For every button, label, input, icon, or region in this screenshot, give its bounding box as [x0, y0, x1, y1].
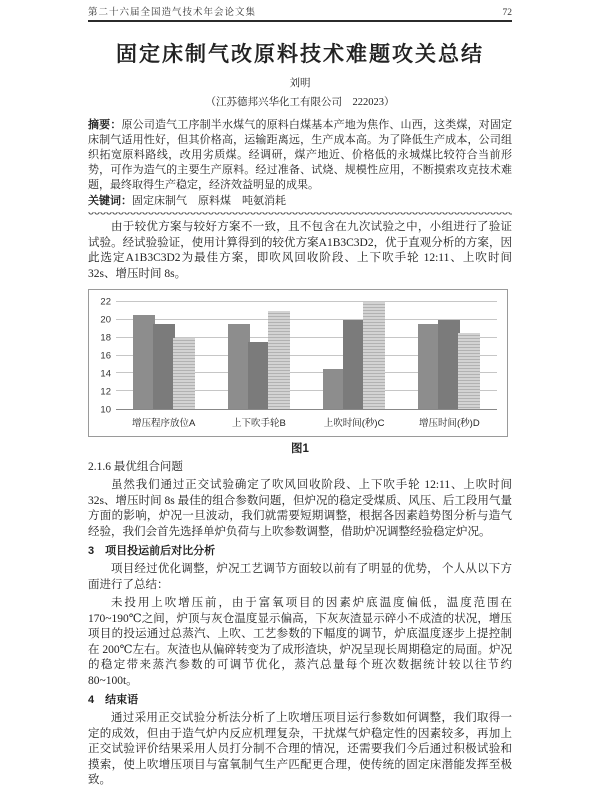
page-header — [88, 0, 512, 18]
abstract-text: 原公司造气工序制半水煤气的原料白煤基本产地为焦作、山西，这类煤，对固定床制气适用性好，但其价格高，运输距离远，生产成本高。为了降低生产成本，公司组织拓宽原料路线，改用劣质煤。经调研，煤产地近、价格低的永城煤比较符合当前形势，可作为造气的主要生产原料。经过准备、试烧、规模性应用，不断摸索攻克技术难题，最终取得生产稳定，经济效益明显的成果。 — [88, 119, 513, 191]
bar-group-2 — [211, 302, 306, 409]
bar-group1-bar-2 — [153, 324, 175, 409]
section-3-paragraph-2: 未投用上吹增压前，由于富氧项目的因素炉底温度偏低，温度范围在 170~190℃之间，炉顶与灰仓温度显示偏高，下灰灰渣显示碎小不成渣的状况，增压项目的投运通过总蒸汽、上吹、工艺参数的下幅度的调节，炉底温度逐步上提控制在 200℃左右。灰渣也从偏碎转变为了成形渣块，炉况呈现长周期稳定的局面。炉况的稳定带来蒸汽参数的可调节优化，蒸汽总量每个班次数据统计较以往节约 80~100t。 — [88, 597, 512, 687]
bar-group1-bar-3 — [173, 338, 195, 409]
bar-group1-bar-1 — [133, 315, 155, 409]
y-tick-label-18: 18 — [100, 332, 111, 344]
bar-group3-bar-3 — [363, 302, 385, 409]
chart-x-labels — [116, 415, 497, 433]
y-tick-label-12: 12 — [100, 386, 111, 398]
section-heading-4: 4 结束语 — [88, 694, 139, 706]
bar-group2-bar-3 — [268, 311, 290, 409]
x-tick-label-3: 上吹时间(秒)C — [323, 418, 385, 429]
bar-group-1 — [116, 302, 211, 409]
page-content — [88, 0, 512, 789]
paper-title: 固定床制气改原料技术难题攻关总结 — [116, 42, 484, 66]
abstract-label: 摘要： — [88, 119, 122, 131]
bar-group3-bar-2 — [343, 320, 365, 409]
keywords-line — [88, 194, 512, 209]
y-tick-label-22: 22 — [100, 296, 111, 308]
bar-group4-bar-2 — [438, 320, 460, 409]
intro-paragraph: 由于较优方案与较好方案不一致，且不包含在九次试验之中，小组进行了验证试验。经试验验证，使用计算得到的较优方案A1B3C3D2，优于直观分析的方案，因此选定A1B3C3D2为最佳方案，即吹风回收阶段、上下吹手轮 12:11、上吹时间 32s、增压时间 8s。 — [88, 221, 512, 280]
bar-group-3 — [307, 302, 402, 409]
y-tick-label-14: 14 — [100, 368, 111, 380]
bar-group-4 — [402, 302, 497, 409]
wavy-divider — [88, 212, 512, 217]
x-tick-label-4: 增压时间(秒)D — [419, 418, 480, 429]
section-3-paragraph-1: 项目经过优化调整，炉况工艺调节方面较以前有了明显的优势， 个人从以下方面进行了总结： — [88, 563, 512, 591]
x-tick-label-2: 上下吹手轮B — [231, 418, 286, 429]
abstract-paragraph — [88, 118, 512, 193]
header-proceedings-title: 第二十六届全国造气技术年会论文集 — [88, 8, 257, 18]
bar-group4-bar-1 — [418, 324, 440, 409]
bar-group2-bar-1 — [228, 324, 250, 409]
chart-y-axis — [89, 296, 113, 416]
keywords-text: 固定床制气 原料煤 吨氨消耗 — [132, 195, 286, 207]
header-page-number: 72 — [502, 8, 512, 18]
section-4-paragraph: 通过采用正交试验分析法分析了上吹增压项目运行参数如何调整，我们取得一定的成效，但由于造气炉内反应机理复杂，干扰煤气炉稳定性的因素较多，再加上正交试验评价结果采用人员打分制不合理的情况，还需要我们今后通过积极试验和摸索，使上吹增压项目与富氧制气生产匹配更合理，使传统的固定床潜能发挥至极致。 — [88, 712, 512, 786]
header-rule — [88, 20, 512, 22]
figure-caption: 图1 — [291, 443, 309, 455]
section-216-paragraph: 虽然我们通过正交试验确定了吹风回收阶段、上下吹手轮 12:11、上吹时间 32s、增压时间 8s 最佳的组合参数问题，但炉况的稳定受煤质、风压、后工段用气量方面的影响，炉况一旦波动，我们就需要短期调整，根据各因素趋势图分析与造气经验，我们会首先选择单炉负荷与上吹参数调整，借助炉况调整经验稳定炉况。 — [88, 479, 512, 538]
bar-group2-bar-2 — [248, 342, 270, 409]
section-heading-216: 2.1.6 最优组合问题 — [88, 461, 183, 473]
keywords-label: 关键词： — [88, 195, 132, 207]
author-name: 刘明 — [289, 78, 311, 89]
bar-group3-bar-1 — [323, 369, 345, 409]
figure-1 — [88, 289, 508, 437]
x-tick-label-1: 增压程序放位A — [131, 418, 196, 429]
bar-group4-bar-3 — [458, 333, 480, 409]
author-affiliation: （江苏德邦兴华化工有限公司 222023） — [205, 97, 395, 108]
y-tick-label-20: 20 — [100, 314, 111, 326]
y-tick-label-10: 10 — [100, 404, 111, 416]
section-heading-3: 3 项目投运前后对比分析 — [88, 545, 216, 557]
chart-plot — [116, 302, 497, 410]
y-tick-label-16: 16 — [100, 350, 111, 362]
